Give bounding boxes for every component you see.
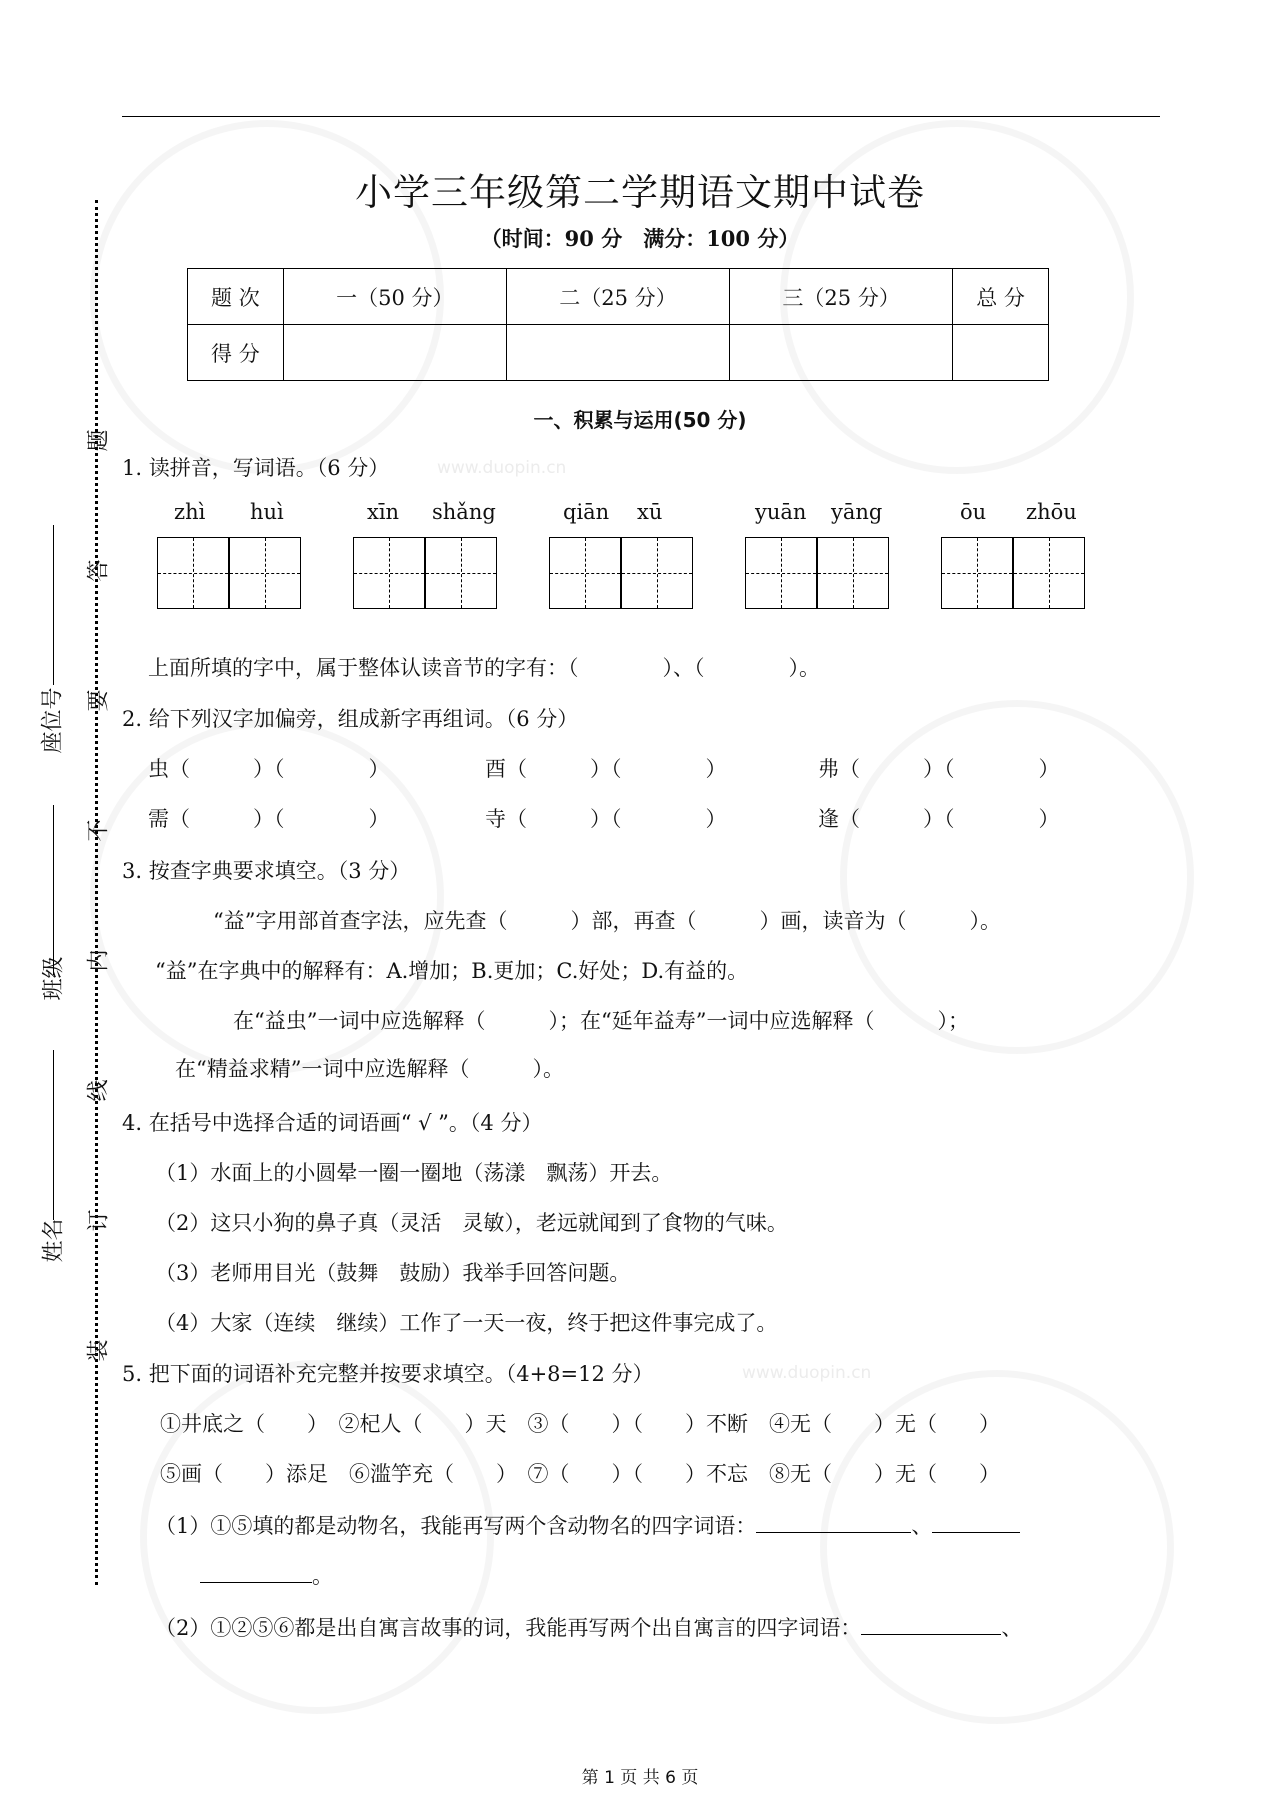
- score-header-cell: 一（50 分）: [283, 269, 506, 325]
- q5-sub2-text: （2）①②⑤⑥都是出自寓言故事的词，我能再写两个出自寓言的四字词语：: [155, 1616, 862, 1640]
- score-cell[interactable]: [283, 325, 506, 381]
- q5-row: ①井底之（ ） ②杞人（ ）天 ③（ ）（ ）不断 ④无（ ）无（ ）: [160, 1412, 1000, 1436]
- score-header-cell: 二（25 分）: [506, 269, 729, 325]
- pinyin-label: zhōu: [1026, 500, 1077, 524]
- question-1-stem: 1. 读拼音，写词语。（6 分）: [122, 456, 390, 480]
- name-field[interactable]: [53, 1050, 54, 1220]
- pinyin-label: qiān: [563, 500, 610, 524]
- question-4-stem: 4. 在括号中选择合适的词语画“ √ ”。（4 分）: [122, 1111, 543, 1135]
- score-row-label: 得 分: [188, 325, 284, 381]
- q3-line: 在“益虫”一词中应选解释（ ）；在“延年益寿”一词中应选解释（ ）；: [233, 1009, 969, 1033]
- writing-grid-cell[interactable]: [425, 537, 497, 609]
- q5-sub1-cont: [200, 1560, 333, 1590]
- writing-grid-cell[interactable]: [229, 537, 301, 609]
- q2-item: 虫（ ）（ ）: [148, 757, 390, 781]
- score-table-score-row: [188, 325, 1049, 381]
- pinyin-label: yuān: [755, 500, 807, 524]
- writing-grid-cell[interactable]: [941, 537, 1013, 609]
- pinyin-label: huì: [250, 500, 284, 524]
- binding-char: 订: [86, 1209, 112, 1232]
- q4-item: （2）这只小狗的鼻子真（灵活 灵敏），老远就闻到了食物的气味。: [155, 1211, 788, 1235]
- class-label: 班级: [41, 956, 67, 1001]
- score-header-cell: 题 次: [188, 269, 284, 325]
- separator: 、: [911, 1514, 933, 1538]
- answer-blank[interactable]: [932, 1511, 1020, 1533]
- q2-item: 弗（ ）（ ）: [818, 757, 1060, 781]
- q5-row: ⑤画（ ）添足 ⑥滥竽充（ ） ⑦（ ）（ ）不忘 ⑧无（ ）无（ ）: [160, 1462, 1000, 1486]
- answer-blank[interactable]: [200, 1561, 312, 1583]
- question-2-stem: 2. 给下列汉字加偏旁，组成新字再组词。（6 分）: [122, 707, 579, 731]
- score-table-header-row: [188, 269, 1049, 325]
- pinyin-label: xū: [637, 500, 663, 524]
- pinyin-label: ōu: [960, 500, 987, 524]
- watermark-text: www.duopin.cn: [742, 1363, 872, 1383]
- writing-grid-cell[interactable]: [549, 537, 621, 609]
- pinyin-label: zhì: [174, 500, 206, 524]
- pinyin-label: yāng: [831, 500, 883, 524]
- class-field[interactable]: [53, 805, 54, 975]
- q4-item: （3）老师用目光（鼓舞 鼓励）我举手回答问题。: [155, 1261, 631, 1285]
- exam-info: （时间：90 分 满分：100 分）: [480, 226, 800, 251]
- score-cell[interactable]: [506, 325, 729, 381]
- q2-item: 需（ ）（ ）: [148, 807, 390, 831]
- name-label: 姓名: [41, 1218, 67, 1263]
- writing-grid-cell[interactable]: [745, 537, 817, 609]
- binding-char: 不: [86, 819, 112, 842]
- binding-char: 题: [86, 429, 112, 452]
- score-cell[interactable]: [953, 325, 1049, 381]
- writing-grid-cell[interactable]: [157, 537, 229, 609]
- seat-number-field[interactable]: [53, 525, 54, 685]
- page-title: 小学三年级第二学期语文期中试卷: [355, 171, 925, 214]
- q3-line: “益”在字典中的解释有：A.增加；B.更加；C.好处；D.有益的。: [155, 959, 749, 983]
- section-heading: 一、积累与运用(50 分): [533, 408, 747, 432]
- q5-sub1-text: （1）①⑤填的都是动物名，我能再写两个含动物名的四字词语：: [155, 1514, 757, 1538]
- binding-char: 答: [86, 559, 112, 582]
- pinyin-label: shǎng: [432, 500, 496, 524]
- score-table: [187, 268, 1049, 381]
- answer-blank[interactable]: [861, 1613, 1001, 1635]
- q3-line: 在“精益求精”一词中应选解释（ ）。: [175, 1057, 564, 1081]
- pinyin-label: xīn: [367, 500, 400, 524]
- q5-sub2: [155, 1612, 1022, 1642]
- q2-item: 寺（ ）（ ）: [485, 807, 727, 831]
- sentence-end: 。: [312, 1564, 333, 1588]
- binding-char: 内: [86, 949, 112, 972]
- binding-char: 装: [86, 1339, 112, 1362]
- q4-item: （4）大家（连续 继续）工作了一天一夜，终于把这件事完成了。: [155, 1311, 778, 1335]
- score-header-cell: 三（25 分）: [730, 269, 953, 325]
- writing-grid-cell[interactable]: [1013, 537, 1085, 609]
- q2-item: 逢（ ）（ ）: [818, 807, 1060, 831]
- answer-blank[interactable]: [756, 1511, 911, 1533]
- score-header-cell: 总 分: [953, 269, 1049, 325]
- q3-line: “益”字用部首查字法，应先查（ ）部，再查（ ）画，读音为（ ）。: [213, 909, 1001, 933]
- q2-item: 酉（ ）（ ）: [485, 757, 727, 781]
- top-rule: [122, 116, 1160, 117]
- seat-number-label: 座位号: [40, 687, 66, 754]
- writing-grid-cell[interactable]: [353, 537, 425, 609]
- page-footer: 第 1 页 共 6 页: [581, 1768, 699, 1788]
- separator: 、: [1001, 1616, 1023, 1640]
- binding-char: 线: [86, 1079, 112, 1102]
- question-1-followup: 上面所填的字中，属于整体认读音节的字有：（ ）、（ ）。: [148, 656, 820, 680]
- writing-grid-cell[interactable]: [621, 537, 693, 609]
- q5-sub1: [155, 1510, 1020, 1540]
- binding-char: 要: [86, 689, 112, 712]
- question-5-stem: 5. 把下面的词语补充完整并按要求填空。（4+8=12 分）: [122, 1362, 654, 1386]
- watermark-text: www.duopin.cn: [437, 458, 567, 478]
- question-3-stem: 3. 按查字典要求填空。（3 分）: [122, 859, 411, 883]
- score-cell[interactable]: [730, 325, 953, 381]
- q4-item: （1）水面上的小圆晕一圈一圈地（荡漾 飘荡）开去。: [155, 1161, 673, 1185]
- writing-grid-cell[interactable]: [817, 537, 889, 609]
